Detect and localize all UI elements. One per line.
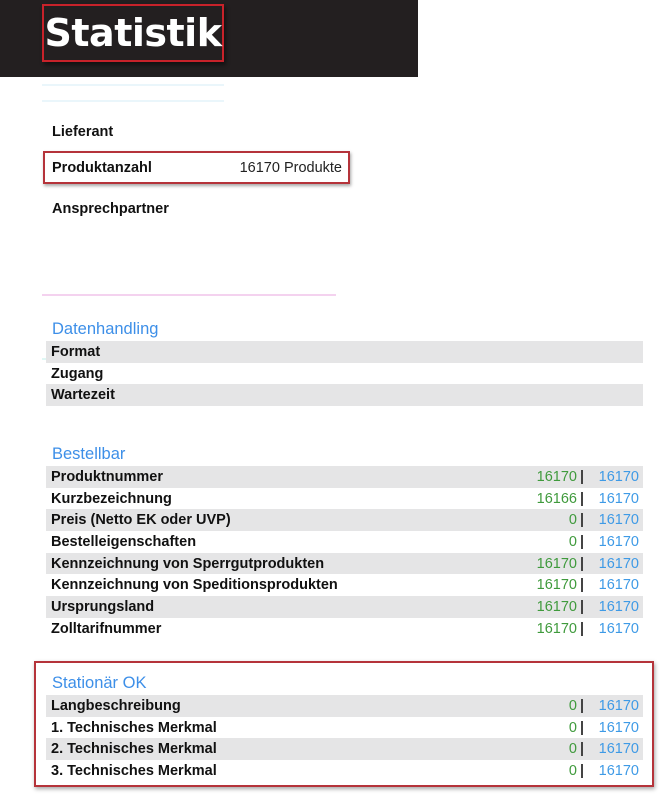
separator <box>581 721 583 735</box>
section-title: Stationär OK <box>52 674 147 692</box>
separator <box>581 742 583 756</box>
separator <box>581 557 583 571</box>
row-label: Langbeschreibung <box>51 697 181 714</box>
table-row <box>46 618 643 640</box>
row-label: Produktnummer <box>51 468 163 485</box>
section-datenhandling <box>46 317 643 406</box>
ok-count: 16170 <box>536 620 577 637</box>
total-count: 16170 <box>598 719 639 736</box>
row-label: Ursprungsland <box>51 598 155 615</box>
total-count: 16170 <box>598 555 639 572</box>
section-title: Datenhandling <box>52 320 159 338</box>
row-label: Zugang <box>51 365 104 382</box>
ok-count: 16166 <box>536 490 577 507</box>
separator <box>581 764 583 778</box>
decorative-line <box>42 294 336 296</box>
table-row <box>46 574 643 596</box>
row-label: Wartezeit <box>51 387 115 404</box>
separator <box>581 622 583 636</box>
row-label: 2. Technisches Merkmal <box>51 741 217 758</box>
separator <box>581 699 583 713</box>
table-row <box>46 717 643 739</box>
ok-count: 16170 <box>536 555 577 572</box>
table-row <box>46 760 643 782</box>
separator <box>581 578 583 592</box>
table-row <box>46 363 643 385</box>
row-label: Format <box>51 343 101 360</box>
total-count: 16170 <box>598 533 639 550</box>
table-row <box>46 466 643 488</box>
row-label: Bestelleigenschaften <box>51 533 197 550</box>
table-row <box>46 341 643 363</box>
row-label: 3. Technisches Merkmal <box>51 762 217 779</box>
total-count: 16170 <box>598 512 639 529</box>
contact-label: Ansprechpartner <box>52 201 169 217</box>
ok-count: 0 <box>568 697 577 714</box>
ok-count: 0 <box>568 741 577 758</box>
total-count: 16170 <box>598 762 639 779</box>
ok-count: 0 <box>568 533 577 550</box>
table-row <box>46 509 643 531</box>
table-row <box>46 596 643 618</box>
product-count-label: Produktanzahl <box>52 159 152 176</box>
product-count-value: 16170 Produkte <box>239 159 342 176</box>
product-count-row <box>43 151 350 184</box>
separator <box>581 470 583 484</box>
section-stationaer-ok <box>46 671 643 782</box>
table-row <box>46 488 643 510</box>
table-row <box>46 384 643 406</box>
separator <box>581 492 583 506</box>
ok-count: 16170 <box>536 577 577 594</box>
title-highlight-box <box>42 4 224 62</box>
ok-count: 0 <box>568 719 577 736</box>
row-label: Preis (Netto EK oder UVP) <box>51 512 231 529</box>
page-title: Statistik <box>44 11 222 55</box>
table-row <box>46 738 643 760</box>
ok-count: 0 <box>568 762 577 779</box>
section-bestellbar <box>46 442 643 640</box>
ok-count: 16170 <box>536 468 577 485</box>
total-count: 16170 <box>598 598 639 615</box>
section-title: Bestellbar <box>52 445 126 463</box>
total-count: 16170 <box>598 620 639 637</box>
ok-count: 16170 <box>536 598 577 615</box>
decorative-line <box>42 84 224 86</box>
total-count: 16170 <box>598 577 639 594</box>
separator <box>581 513 583 527</box>
total-count: 16170 <box>598 741 639 758</box>
separator <box>581 600 583 614</box>
row-label: Kennzeichnung von Sperrgutprodukten <box>51 555 325 572</box>
row-label: 1. Technisches Merkmal <box>51 719 217 736</box>
table-row <box>46 695 643 717</box>
row-label: Kurzbezeichnung <box>51 490 172 507</box>
table-row <box>46 553 643 575</box>
total-count: 16170 <box>598 697 639 714</box>
separator <box>581 535 583 549</box>
total-count: 16170 <box>598 468 639 485</box>
supplier-label: Lieferant <box>52 124 114 140</box>
row-label: Kennzeichnung von Speditionsprodukten <box>51 577 338 594</box>
ok-count: 0 <box>568 512 577 529</box>
page-header <box>0 0 418 77</box>
decorative-line <box>42 100 224 102</box>
table-row <box>46 531 643 553</box>
row-label: Zolltarifnummer <box>51 620 162 637</box>
total-count: 16170 <box>598 490 639 507</box>
